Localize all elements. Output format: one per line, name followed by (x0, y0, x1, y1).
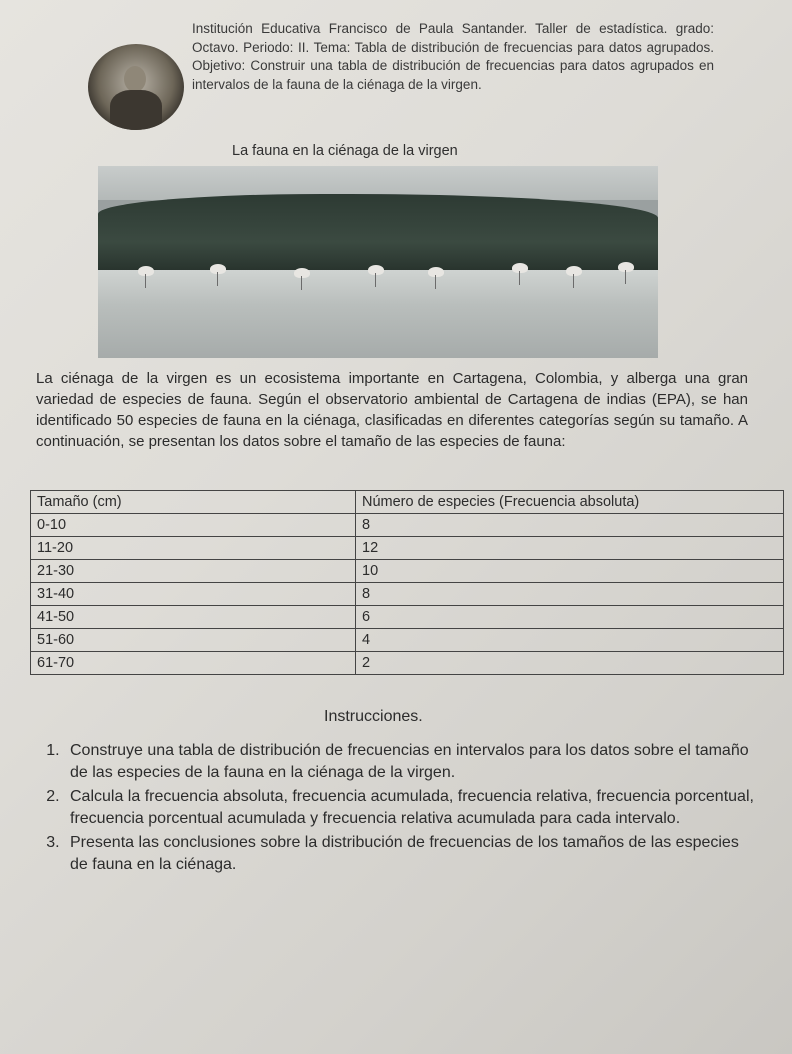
flamingo-leg (301, 276, 302, 290)
size-cell: 61-70 (31, 652, 356, 675)
instructions-title: Instrucciones. (324, 708, 423, 725)
count-cell: 10 (356, 560, 784, 583)
flamingo-leg (625, 270, 626, 284)
flamingo-leg (573, 274, 574, 288)
flamingo-leg (519, 271, 520, 285)
flamingo-leg (145, 274, 146, 288)
table-row (31, 514, 784, 537)
flamingo-leg (375, 273, 376, 287)
count-cell: 8 (356, 583, 784, 606)
worksheet-header: Institución Educativa Francisco de Paula Santander. Taller de estadística. grado: Octavo. Periodo: II. Tema: Tabla de distribución de frecuencias para datos agrupados. Objetivo: Construir una tabla de distribución de frecuencias para datos agrupados en intervalos de la fauna de la ciénaga de la virgen. (192, 21, 714, 92)
portrait-coat (110, 90, 162, 130)
photo-water (98, 270, 658, 358)
flamingo-leg (435, 275, 436, 289)
size-cell: 31-40 (31, 583, 356, 606)
size-cell: 41-50 (31, 606, 356, 629)
table-row (31, 652, 784, 675)
photo-mangroves (98, 194, 658, 274)
flamingo-shape (512, 263, 528, 273)
size-cell: 11-20 (31, 537, 356, 560)
figure-caption: La fauna en la ciénaga de la virgen (232, 143, 458, 159)
size-cell: 51-60 (31, 629, 356, 652)
intro-paragraph: La ciénaga de la virgen es un ecosistema importante en Cartagena, Colombia, y alberga una gran variedad de especies de fauna. Según el observatorio ambiental de Cartagena de indias (EPA), se han identificado 50 especies de fauna en la ciénaga, clasificadas en diferentes categorías según su tamaño. A continuación, se presentan los datos sobre el tamaño de las especies de fauna: (36, 370, 748, 450)
flamingo-shape (210, 264, 226, 274)
count-cell: 6 (356, 606, 784, 629)
size-cell: 0-10 (31, 514, 356, 537)
table-row (31, 560, 784, 583)
portrait-face (124, 66, 146, 92)
flamingo-shape (368, 265, 384, 275)
flamingo-shape (428, 267, 444, 277)
count-cell: 8 (356, 514, 784, 537)
cienaga-photo (98, 166, 658, 358)
table-row (31, 537, 784, 560)
flamingo-shape (138, 266, 154, 276)
flamingo-shape (566, 266, 582, 276)
table-row (31, 606, 784, 629)
flamingo-leg (217, 272, 218, 286)
table-header-row (31, 491, 784, 514)
school-logo (88, 44, 184, 130)
instructions-list (32, 740, 754, 878)
instruction-item: 3. Presenta las conclusiones sobre la distribución de frecuencias de los tamaños de las especies de fauna en la ciénaga. (64, 832, 754, 876)
frequency-table (30, 490, 784, 675)
instruction-item: 1. Construye una tabla de distribución de frecuencias en intervalos para los datos sobre el tamaño de las especies de la fauna en la ciénaga de la virgen. (64, 740, 754, 784)
count-cell: 12 (356, 537, 784, 560)
table-row (31, 583, 784, 606)
flamingo-shape (618, 262, 634, 272)
count-cell: 4 (356, 629, 784, 652)
instruction-item: 2. Calcula la frecuencia absoluta, frecuencia acumulada, frecuencia relativa, frecuencia porcentual, frecuencia porcentual acumulada y frecuencia relativa acumulada para cada intervalo. (64, 786, 754, 830)
column-header-size: Tamaño (cm) (31, 491, 356, 514)
count-cell: 2 (356, 652, 784, 675)
column-header-count: Número de especies (Frecuencia absoluta) (356, 491, 784, 514)
table-row (31, 629, 784, 652)
size-cell: 21-30 (31, 560, 356, 583)
flamingo-shape (294, 268, 310, 278)
